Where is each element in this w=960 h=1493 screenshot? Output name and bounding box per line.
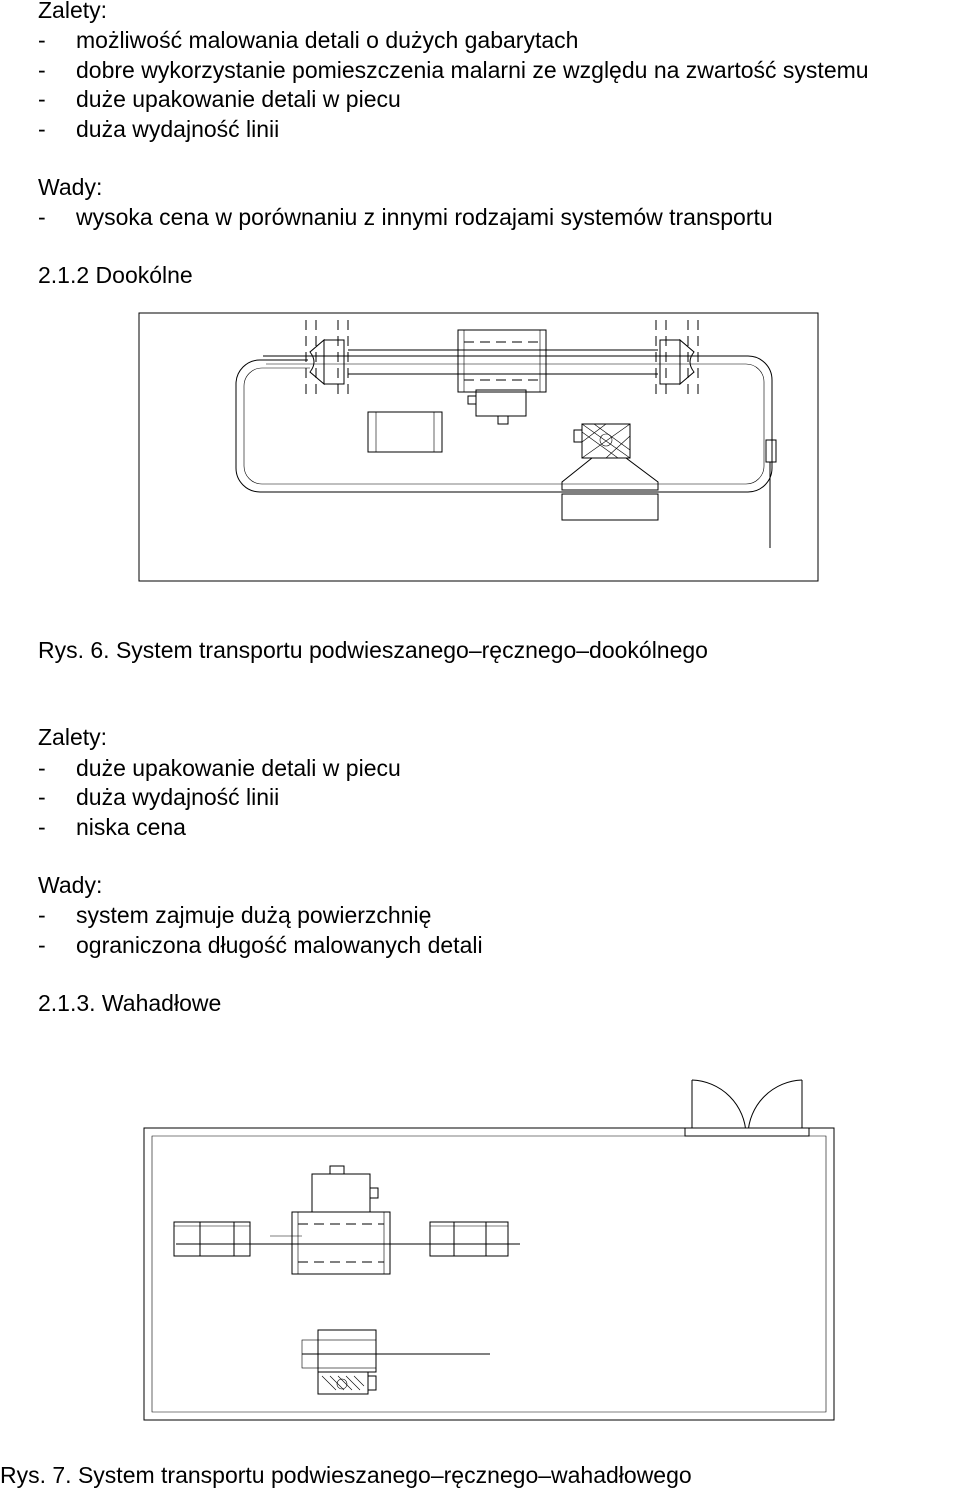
section-heading-dookolne: 2.1.2 Dookólne <box>38 262 193 288</box>
right-station <box>656 320 698 400</box>
list-item: - system zajmuje dużą powierzchnię <box>38 902 432 928</box>
cons-heading-2: Wady: <box>38 872 103 898</box>
figure-rys-6 <box>138 312 820 584</box>
left-station <box>306 320 348 400</box>
list-item: - duże upakowanie detali w piecu <box>38 86 401 112</box>
hood-unit <box>562 458 658 520</box>
cons-heading-1: Wady: <box>38 174 103 200</box>
list-item: - ograniczona długość malowanych detali <box>38 932 483 958</box>
list-item: - duża wydajność linii <box>38 784 280 810</box>
booth-box <box>368 412 442 452</box>
filter-unit <box>574 424 630 458</box>
pros-heading-2: Zalety: <box>38 724 108 750</box>
figure-rys-7 <box>140 1076 840 1426</box>
left-booth <box>174 1222 250 1256</box>
list-item: - niska cena <box>38 814 186 840</box>
list-item: - duże upakowanie detali w piecu <box>38 755 401 781</box>
pros-heading-1: Zalety: <box>38 0 108 23</box>
room-wall <box>144 1128 834 1420</box>
section-heading-wahadlowe: 2.1.3. Wahadłowe <box>38 990 222 1016</box>
side-element <box>766 440 776 462</box>
figure-caption-7: Rys. 7. System transportu podwieszanego–ręcznego–wahadłowego <box>0 1462 692 1488</box>
list-item: - wysoka cena w porównaniu z innymi rodzajami systemów transportu <box>38 204 773 230</box>
double-door <box>685 1080 809 1136</box>
lower-unit <box>302 1330 490 1394</box>
figure-frame <box>139 313 818 581</box>
list-item: - możliwość malowania detali o dużych gabarytach <box>38 27 579 53</box>
center-oven <box>292 1166 390 1274</box>
list-item: - dobre wykorzystanie pomieszczenia malarni ze względu na zwartość systemu <box>38 57 869 83</box>
right-booth <box>430 1222 508 1256</box>
center-block <box>458 330 546 424</box>
list-item: - duża wydajność linii <box>38 116 280 142</box>
figure-caption-6: Rys. 6. System transportu podwieszanego–ręcznego–dookólnego <box>38 637 708 663</box>
